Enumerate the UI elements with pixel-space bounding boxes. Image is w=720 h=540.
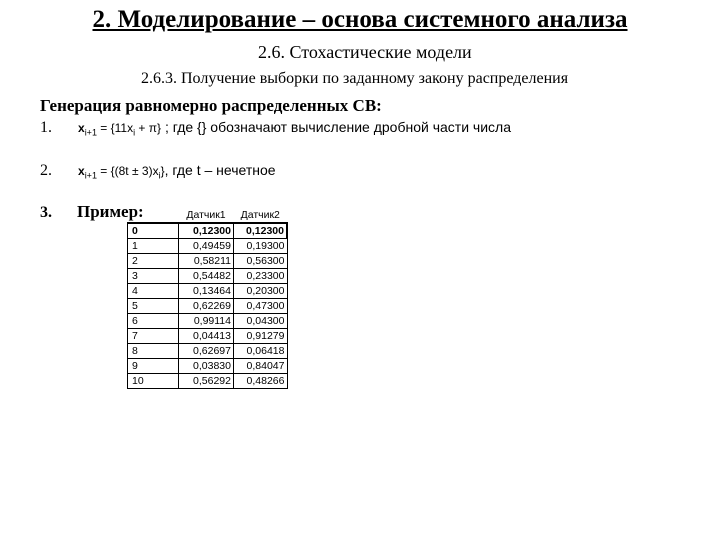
sensor1-value: 0,13464: [179, 284, 234, 299]
sensor1-value: 0,03830: [179, 359, 234, 374]
generator-table: [127, 208, 288, 389]
sensor2-value: 0,84047: [234, 359, 288, 374]
sensor1-value: 0,12300: [179, 223, 234, 239]
sensor2-value: 0,48266: [234, 374, 288, 389]
formula-end: + π}: [135, 121, 162, 135]
row-index: 5: [128, 299, 179, 314]
formula-mid: = {(8t ± 3)x: [96, 164, 159, 178]
row-index: 7: [128, 329, 179, 344]
row-index: 3: [128, 269, 179, 284]
method-1-item: [40, 119, 511, 137]
header-sensor2: Датчик2: [240, 208, 280, 221]
sensor1-value: 0,62269: [179, 299, 234, 314]
sensor1-value: 0,56292: [179, 374, 234, 389]
table-row: [128, 223, 288, 239]
sensor2-value: 0,56300: [234, 254, 288, 269]
header-sensor1: Датчик1: [186, 208, 226, 221]
table-row: [128, 314, 288, 329]
sensor1-value: 0,58211: [179, 254, 234, 269]
item-number: 2.: [40, 162, 52, 179]
formula-lhs-sub: i+1: [84, 170, 97, 181]
table-row: [128, 284, 288, 299]
table-header-row: [128, 208, 288, 223]
sensor1-value: 0,49459: [179, 239, 234, 254]
formula-mid-sub: i: [158, 170, 161, 181]
formula-lhs: x: [78, 121, 85, 135]
row-index: 1: [128, 239, 179, 254]
row-index: 4: [128, 284, 179, 299]
slide-title: 2. Моделирование – основа системного анализа: [92, 6, 628, 33]
table-row: [128, 299, 288, 314]
row-index: 9: [128, 359, 179, 374]
sensor1-value: 0,54482: [179, 269, 234, 284]
item-number: 1.: [40, 119, 52, 136]
sensor2-value: 0,04300: [234, 314, 288, 329]
sensor2-value: 0,06418: [234, 344, 288, 359]
method-2-formula: [78, 164, 165, 181]
example-label: Пример:: [77, 202, 144, 221]
sensor2-value: 0,23300: [234, 269, 288, 284]
table-row: [128, 359, 288, 374]
method-1-formula: [78, 121, 162, 138]
method-2-text: , где t – нечетное: [164, 162, 276, 178]
header-index: [128, 208, 179, 223]
table-row: [128, 344, 288, 359]
example-number: 3.: [40, 204, 52, 221]
row-index: 10: [128, 374, 179, 389]
sensor2-value: 0,12300: [234, 223, 288, 239]
formula-lhs-sub: i+1: [84, 127, 97, 138]
row-index: 2: [128, 254, 179, 269]
table-row: [128, 239, 288, 254]
table-row: [128, 254, 288, 269]
method-2-item: [40, 162, 276, 180]
formula-end: }: [160, 164, 165, 178]
formula-mid: = {11x: [96, 121, 134, 135]
sensor1-value: 0,62697: [179, 344, 234, 359]
table-row: [128, 269, 288, 284]
row-index: 0: [128, 223, 179, 239]
sensor1-value: 0,99114: [179, 314, 234, 329]
sensor2-value: 0,19300: [234, 239, 288, 254]
formula-lhs: x: [78, 164, 85, 178]
method-1-text: ; где {} обозначают вычисление дробной части числа: [161, 119, 511, 135]
section-subtitle: 2.6. Стохастические модели: [258, 42, 472, 62]
sensor2-value: 0,20300: [234, 284, 288, 299]
sensor1-value: 0,04413: [179, 329, 234, 344]
generation-heading: Генерация равномерно распределенных СВ:: [40, 96, 382, 115]
sensor2-value: 0,91279: [234, 329, 288, 344]
table-row: [128, 374, 288, 389]
row-index: 6: [128, 314, 179, 329]
table-row: [128, 329, 288, 344]
formula-mid-sub: i: [133, 127, 136, 138]
subsection-subtitle: 2.6.3. Получение выборки по заданному закону распределения: [141, 70, 569, 87]
row-index: 8: [128, 344, 179, 359]
sensor2-value: 0,47300: [234, 299, 288, 314]
